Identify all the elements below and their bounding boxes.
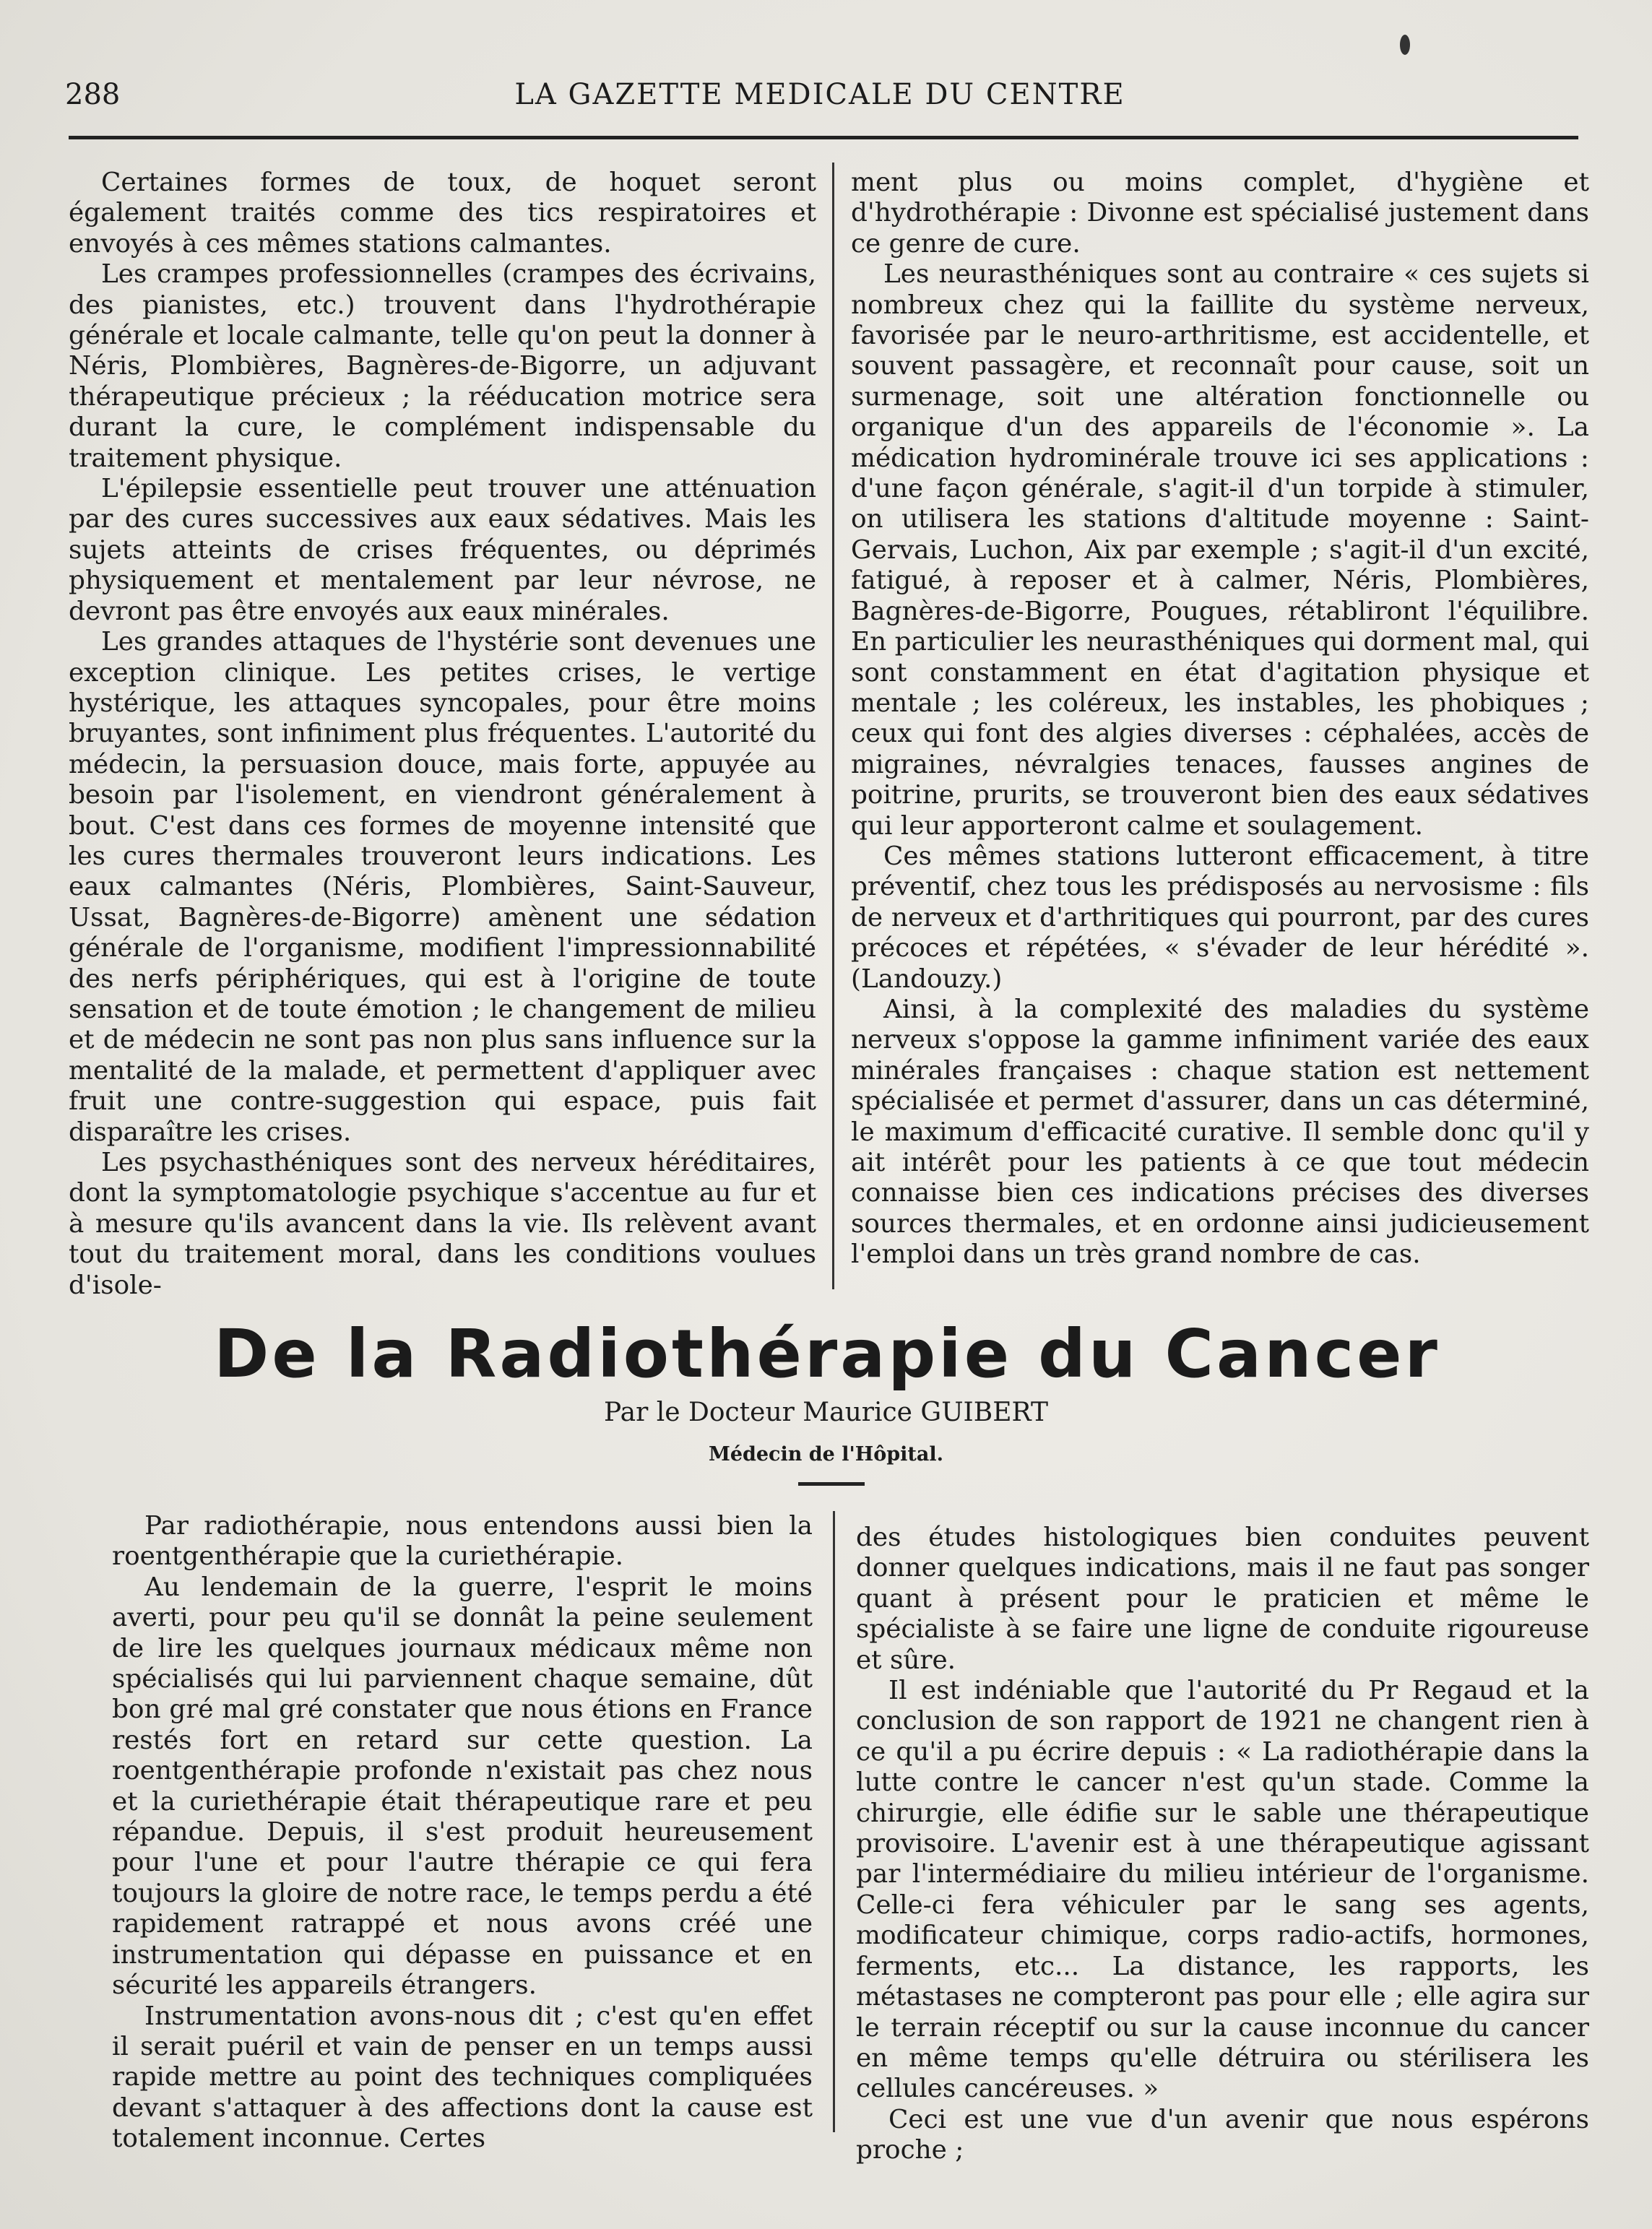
article-headline: De la Radiothérapie du Cancer — [214, 1315, 1440, 1393]
paragraph: des études histologiques bien conduites peuvent donner quelques indications, mais il ne faut pas songer quant à présent pour le praticien et même le spécialiste à se faire une ligne de conduite rigoureuse et sûre. — [856, 1523, 1589, 1675]
byline: Par le Docteur Maurice GUIBERT — [604, 1398, 1048, 1427]
paragraph: Certaines formes de toux, de hoquet seront également traités comme des tics respiratoires et envoyés à ces mêmes stations calmantes. — [69, 168, 816, 259]
paragraph: Ces mêmes stations lutteront efficacement, à titre préventif, chez tous les prédisposés au nervosisme : fils de nerveux et d'arthritiques qui pourront, par des cures précoces et répétées, « s'évader de leur hérédité ». (Landouzy.) — [851, 841, 1589, 994]
header-rule — [69, 136, 1578, 139]
article-top-right-column — [851, 168, 1589, 1271]
page-number: 288 — [65, 78, 121, 111]
article-top-left-column — [69, 168, 816, 1301]
column-rule — [832, 163, 834, 1289]
paragraph: Les grandes attaques de l'hystérie sont devenues une exception clinique. Les petites crises, le vertige hystérique, les attaques syncopales, pour être moins bruyantes, sont infiniment plus fréquentes. L'autorité du médecin, la persuasion douce, mais forte, appuyée au besoin par l'isolement, en viendront généralement à bout. C'est dans ces formes de moyenne intensité que les cures thermales trouveront leurs indications. Les eaux calmantes (Néris, Plombières, Saint-Sauveur, Ussat, Bagnères-de-Bigorre) amènent une sédation générale de l'organisme, modifient l'impressionnabilité des nerfs périphériques, qui est à l'origine de toute sensation et de toute émotion ; le changement de milieu et de médecin ne sont pas non plus sans influence sur la mentalité de la malade, et permettent d'appliquer avec fruit une contre-suggestion qui espace, puis fait disparaître les crises. — [69, 627, 816, 1147]
paragraph: Ceci est une vue d'un avenir que nous espérons proche ; — [856, 2104, 1589, 2165]
paragraph: Au lendemain de la guerre, l'esprit le moins averti, pour peu qu'il se donnât la peine seulement de lire les quelques journaux médicaux même non spécialisés qui lui parviennent chaque semaine, dût bon gré mal gré constater que nous étions en France restés fort en retard sur cette question. La roentgenthérapie profonde n'existait pas chez nous et la curiethérapie était thérapeutique rare et peu répandue. Depuis, il s'est produit heureusement pour l'une et pour l'autre thérapie ce qui fera toujours la gloire de notre race, le temps perdu a été rapidement ratrappé et nous avons créé une instrumentation qui dépasse en puissance et en sécurité les appareils étrangers. — [112, 1572, 813, 2001]
paragraph: ment plus ou moins complet, d'hygiène et d'hydrothérapie : Divonne est spécialisé justement dans ce genre de cure. — [851, 168, 1589, 259]
author-affiliation: Médecin de l'Hôpital. — [708, 1443, 944, 1466]
ink-mark — [1400, 35, 1410, 55]
paragraph: L'épilepsie essentielle peut trouver une atténuation par des cures successives aux eaux sédatives. Mais les sujets atteints de crises fréquentes, ou déprimés physiquement et mentalement par leur névrose, ne devront pas être envoyés aux eaux minérales. — [69, 474, 816, 626]
paragraph: Les psychasthéniques sont des nerveux héréditaires, dont la symptomatologie psychique s'accentue au fur et à mesure qu'ils avancent dans la vie. Ils relèvent avant tout du traitement moral, dans les conditions voulues d'isole- — [69, 1148, 816, 1300]
paragraph: Par radiothérapie, nous entendons aussi bien la roentgenthérapie que la curiethérapie. — [112, 1511, 813, 1572]
article-new-right-column — [856, 1523, 1589, 2166]
title-rule — [798, 1482, 865, 1486]
paragraph: Instrumentation avons-nous dit ; c'est qu'en effet il serait puéril et vain de penser en un temps aussi rapide mettre au point des techniques compliquées devant s'attaquer à des affections dont la cause est totalement inconnue. Certes — [112, 2001, 813, 2154]
paragraph: Ainsi, à la complexité des maladies du système nerveux s'oppose la gamme infiniment variée des eaux minérales françaises : chaque station est nettement spécialisée et permet d'assurer, dans un cas déterminé, le maximum d'efficacité curative. Il semble donc qu'il y ait intérêt pour les patients à ce que tout médecin connaisse bien ces indications précises des diverses sources thermales, et en ordonne ainsi judicieusement l'emploi dans un très grand nombre de cas. — [851, 994, 1589, 1270]
column-rule — [833, 1511, 835, 2132]
running-head — [65, 78, 1575, 121]
paragraph: Il est indéniable que l'autorité du Pr Regaud et la conclusion de son rapport de 1921 ne changent rien à ce qu'il a pu écrire depuis : « La radiothérapie dans la lutte contre le cancer n'est qu'un stade. Comme la chirurgie, elle édifie sur le sable une thérapeutique provisoire. L'avenir est à une thérapeutique agissant par l'intermédiaire du milieu intérieur de l'organisme. Celle-ci fera véhiculer par le sang ses agents, modificateur chimique, corps radio-actifs, hormones, ferments, etc... La distance, les rapports, les métastases ne compteront pas pour elle ; elle agira sur le terrain réceptif ou sur la cause inconnue du cancer en même temps qu'elle détruira ou stérilisera les cellules cancéreuses. » — [856, 1676, 1589, 2104]
journal-title: LA GAZETTE MEDICALE DU CENTRE — [514, 78, 1125, 111]
article-new-left-column — [112, 1511, 813, 2155]
paragraph: Les crampes professionnelles (crampes des écrivains, des pianistes, etc.) trouvent dans l'hydrothérapie générale et locale calmante, telle qu'on peut la donner à Néris, Plombières, Bagnères-de-Bigorre, un adjuvant thérapeutique précieux ; la rééducation motrice sera durant la cure, le complément indispensable du traitement physique. — [69, 259, 816, 473]
paragraph: Les neurasthéniques sont au contraire « ces sujets si nombreux chez qui la faillite du système nerveux, favorisée par le neuro-arthritisme, est accidentelle, et souvent passagère, et reconnaît pour cause, soit un surmenage, soit une altération fonctionnelle ou organique d'un des appareils de l'économie ». La médication hydrominérale trouve ici ses applications : d'une façon générale, s'agit-il d'un torpide à stimuler, on utilisera les stations d'altitude moyenne : Saint-Gervais, Luchon, Aix par exemple ; s'agit-il d'un excité, fatigué, à reposer et à calmer, Néris, Plombières, Bagnères-de-Bigorre, Pougues, rétabliront l'équilibre. En particulier les neurasthéniques qui dorment mal, qui sont constamment en état d'agitation physique et mentale ; les coléreux, les instables, les phobiques ; ceux qui font des algies diverses : céphalées, accès de migraines, névralgies tenaces, fausses angines de poitrine, prurits, se trouveront bien des eaux sédatives qui leur apporteront calme et soulagement. — [851, 259, 1589, 841]
